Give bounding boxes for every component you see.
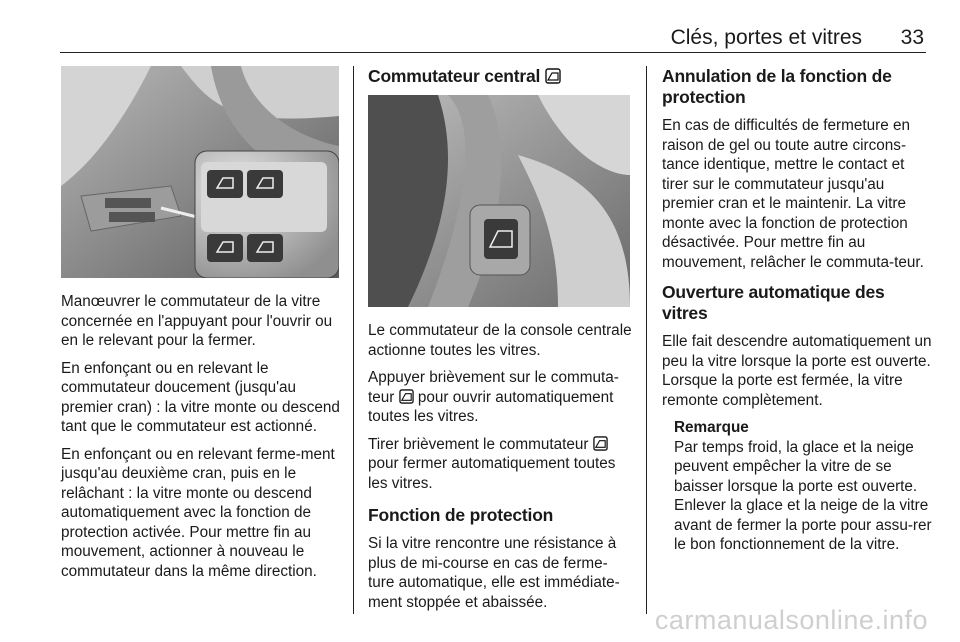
column-1 [61, 66, 346, 589]
console-switch-illustration [368, 95, 630, 307]
paragraph: En enfonçant ou en relevant le commutateur doucement (jusqu'au premier cran) : la vitre monte ou descend tant que le commutateur est actionné. [61, 359, 340, 435]
paragraph: Si la vitre rencontre une résistance à plus de mi-course en cas de ferme-ture automatique, elle est immédiate-ment stoppée et abaissée. [368, 535, 620, 611]
watermark: carmanualsonline.info [654, 605, 928, 635]
note-box [674, 418, 932, 555]
paragraph-text: pour ouvrir automatiquement toutes les vitres. [368, 388, 614, 425]
page-header [60, 22, 926, 53]
column-divider [646, 66, 647, 614]
window-switch-icon [545, 68, 561, 84]
paragraph: Le commutateur de la console centrale actionne toutes les vitres. [368, 322, 632, 359]
window-switch-icon [399, 389, 414, 404]
paragraph [368, 435, 634, 494]
window-switch-icon [593, 436, 608, 451]
paragraph: Elle fait descendre automatiquement un peu la vitre lorsque la porte est ouverte. Lorsque la porte est fermée, la vitre remonte complètement. [662, 333, 932, 409]
section-heading: Annulation de la fonction de protection [662, 66, 892, 107]
column-divider [353, 66, 354, 614]
section-heading: Fonction de protection [368, 505, 554, 525]
console-switch-photo [368, 95, 630, 307]
column-2 [368, 66, 634, 620]
section-heading-text: Commutateur central [368, 66, 541, 86]
paragraph: En enfonçant ou en relevant ferme-ment jusqu'au deuxième cran, puis en le relâchant : la vitre monte ou descend automatiquement avec la fonction de protection activée. Pour mettre fin au mouvement, actionner à nouveau le commutateur dans la même direction. [61, 445, 335, 580]
door-switch-photo [61, 66, 339, 278]
section-title: Clés, portes et vitres [670, 26, 862, 49]
paragraph-text: pour fermer automatiquement toutes les vitres. [368, 455, 616, 492]
paragraph-text: Tirer brièvement le commutateur [368, 435, 589, 453]
note-body: Par temps froid, la glace et la neige peuvent empêcher la vitre de se baisser lorsque la porte est ouverte. Enlever la glace et la neige de la vitre avant de fermer la porte pour assu-rer le bon fonctionnement de la vitre. [674, 438, 932, 553]
page-number: 33 [900, 26, 924, 49]
paragraph-text: Appuyer brièvement sur le commuta-teur [368, 369, 619, 406]
paragraph: En cas de difficultés de fermeture en raison de gel ou toute autre circons-tance identique, mettre le contact et tirer sur le commutateur jusqu'au premier cran et le maintenir. La vitre monte avec la fonction de protection désactivée. Pour mettre fin au mouvement, relâcher le commuta-teur. [662, 117, 924, 271]
paragraph: Manœuvrer le commutateur de la vitre concernée en l'appuyant pour l'ouvrir ou en le relevant pour la fermer. [61, 293, 333, 349]
door-switch-illustration [61, 66, 339, 278]
section-heading: Ouverture automatique des vitres [662, 282, 885, 323]
paragraph [368, 368, 634, 427]
section-heading [368, 66, 634, 87]
note-title: Remarque [674, 419, 749, 436]
column-3 [662, 66, 932, 555]
